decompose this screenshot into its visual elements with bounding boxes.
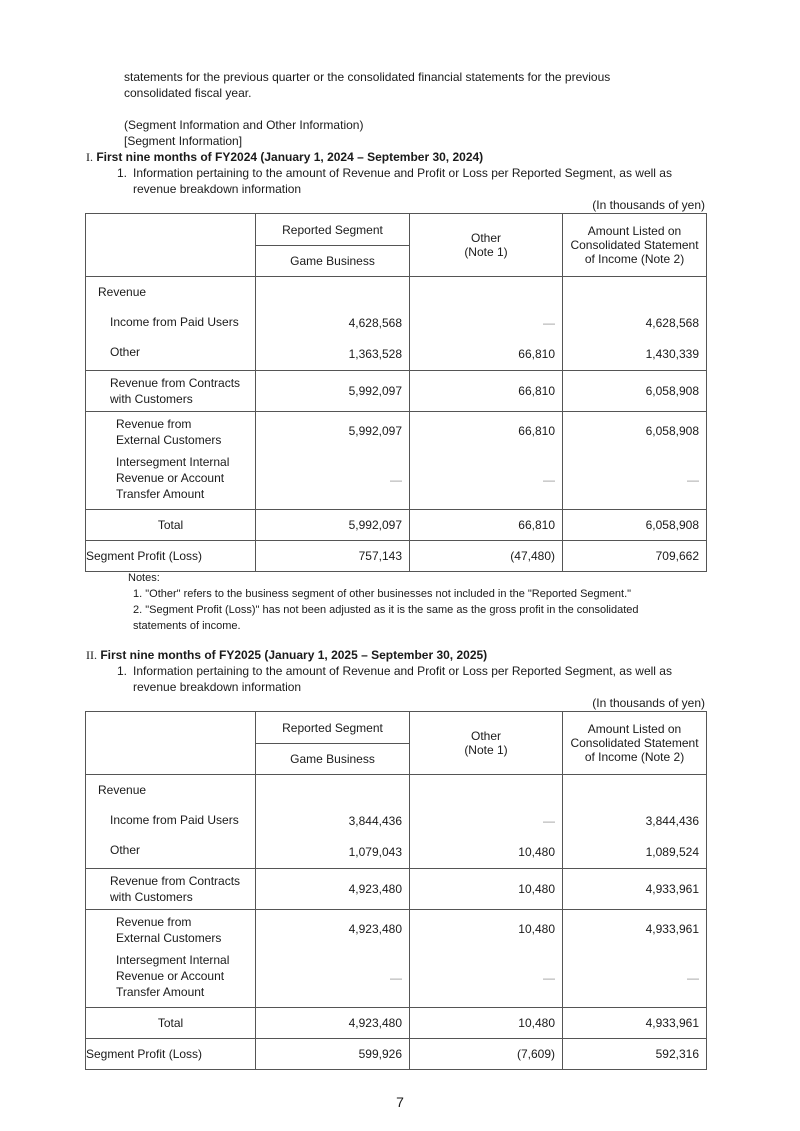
segment-table-fy2024 bbox=[85, 213, 707, 572]
row-label-rfe-line-2: External Customers bbox=[116, 931, 222, 945]
section-2-title bbox=[86, 647, 487, 663]
revenue-amount-cell bbox=[563, 775, 707, 869]
header-amount-line-1: Amount Listed on bbox=[587, 224, 682, 238]
row-label-rfc-line-1: Revenue from Contracts bbox=[110, 376, 241, 390]
note-2-line-1: 2. "Segment Profit (Loss)" has not been adjusted as it is the same as the gross profit in the consolidated bbox=[133, 604, 639, 616]
note-2-line-2: statements of income. bbox=[133, 620, 241, 632]
header-game-business: Game Business bbox=[256, 744, 410, 775]
segment-table-fy2025 bbox=[85, 711, 707, 1070]
row-label-inter-line-1: Intersegment Internal bbox=[116, 953, 230, 967]
row-label-rfc-line-1: Revenue from Contracts bbox=[110, 874, 241, 888]
value-total-other: 66,810 bbox=[410, 510, 563, 541]
value-rfe-game: 4,923,480 bbox=[348, 922, 402, 936]
row-label-revenue: Revenue bbox=[98, 285, 147, 299]
row-label-inter-line-3: Transfer Amount bbox=[116, 985, 205, 999]
row-label-income-paid-users: Income from Paid Users bbox=[110, 813, 239, 827]
rfe-inter-amount-cell bbox=[563, 910, 707, 1008]
revenue-game-cell bbox=[256, 277, 410, 371]
header-amount-line-2: Consolidated Statement bbox=[570, 238, 699, 252]
intro-line-1: statements for the previous quarter or the consolidated financial statements for the previous bbox=[124, 70, 611, 84]
row-label-inter-line-2: Revenue or Account bbox=[116, 471, 225, 485]
section-1-title bbox=[86, 149, 483, 165]
value-income-paid-users-other: — bbox=[543, 316, 555, 330]
value-other-amount: 1,430,339 bbox=[645, 347, 699, 361]
value-income-paid-users-amount: 3,844,436 bbox=[645, 814, 699, 828]
row-label-rfe-line-1: Revenue from bbox=[116, 417, 192, 431]
row-label-inter-line-1: Intersegment Internal bbox=[116, 455, 230, 469]
value-other-game: 1,363,528 bbox=[348, 347, 402, 361]
row-label-rfe-line-2: External Customers bbox=[116, 433, 222, 447]
header-blank-cell bbox=[86, 712, 256, 775]
revenue-other-cell bbox=[410, 277, 563, 371]
value-total-other: 10,480 bbox=[410, 1008, 563, 1039]
notes-heading: Notes: bbox=[128, 572, 160, 584]
row-label-segment-profit: Segment Profit (Loss) bbox=[86, 1039, 256, 1070]
rfe-inter-amount-cell bbox=[563, 412, 707, 510]
value-segment-profit-amount: 592,316 bbox=[563, 1039, 707, 1070]
value-segment-profit-game: 599,926 bbox=[256, 1039, 410, 1070]
section-heading-segment-info: [Segment Information] bbox=[124, 134, 243, 148]
value-rfe-other: 66,810 bbox=[518, 424, 555, 438]
value-inter-game: — bbox=[390, 970, 402, 985]
value-total-game: 4,923,480 bbox=[256, 1008, 410, 1039]
header-amount-consolidated bbox=[563, 712, 707, 775]
value-segment-profit-other: (7,609) bbox=[410, 1039, 563, 1070]
section-2-numeral: II. bbox=[86, 648, 97, 662]
value-rfc-game: 4,923,480 bbox=[256, 869, 410, 910]
row-label-revenue-contracts bbox=[86, 869, 256, 910]
header-amount-line-1: Amount Listed on bbox=[587, 722, 682, 736]
value-other-other: 66,810 bbox=[518, 347, 555, 361]
revenue-labels-cell bbox=[86, 277, 256, 371]
section-1-item-line-2: revenue breakdown information bbox=[133, 182, 302, 196]
note-1: 1. "Other" refers to the business segment of other businesses not included in the "Reported Segment." bbox=[133, 588, 632, 600]
value-inter-other: — bbox=[543, 472, 555, 487]
header-amount-line-3: of Income (Note 2) bbox=[584, 750, 685, 764]
value-rfc-amount: 4,933,961 bbox=[563, 869, 707, 910]
value-total-game: 5,992,097 bbox=[256, 510, 410, 541]
value-segment-profit-amount: 709,662 bbox=[563, 541, 707, 572]
section-1-title-text: First nine months of FY2024 (January 1, 2024 – September 30, 2024) bbox=[96, 150, 484, 164]
value-inter-amount: — bbox=[687, 970, 699, 985]
value-rfe-game: 5,992,097 bbox=[348, 424, 402, 438]
header-blank-cell bbox=[86, 214, 256, 277]
rfe-inter-game-cell bbox=[256, 412, 410, 510]
rfe-inter-other-cell bbox=[410, 910, 563, 1008]
header-reported-segment: Reported Segment bbox=[256, 712, 410, 744]
rfe-inter-labels-cell bbox=[86, 412, 256, 510]
header-other-line-2: (Note 1) bbox=[464, 743, 508, 757]
value-rfe-amount: 4,933,961 bbox=[645, 922, 699, 936]
section-2-unit-label: (In thousands of yen) bbox=[592, 696, 705, 710]
header-other-line-1: Other bbox=[470, 231, 501, 245]
value-other-other: 10,480 bbox=[518, 845, 555, 859]
row-label-rfc-line-2: with Customers bbox=[110, 392, 193, 406]
header-game-business: Game Business bbox=[256, 246, 410, 277]
value-total-amount: 6,058,908 bbox=[563, 510, 707, 541]
row-label-income-paid-users: Income from Paid Users bbox=[110, 315, 239, 329]
row-label-segment-profit: Segment Profit (Loss) bbox=[86, 541, 256, 572]
revenue-amount-cell bbox=[563, 277, 707, 371]
revenue-other-cell bbox=[410, 775, 563, 869]
value-inter-other: — bbox=[543, 970, 555, 985]
section-2-item-line-1: Information pertaining to the amount of Revenue and Profit or Loss per Reported Segment, as well as bbox=[133, 664, 672, 678]
value-income-paid-users-other: — bbox=[543, 814, 555, 828]
section-1-item-line-1: Information pertaining to the amount of Revenue and Profit or Loss per Reported Segment, as well as bbox=[133, 166, 672, 180]
row-label-revenue-contracts bbox=[86, 371, 256, 412]
revenue-game-cell bbox=[256, 775, 410, 869]
header-other-line-1: Other bbox=[470, 729, 501, 743]
value-segment-profit-other: (47,480) bbox=[410, 541, 563, 572]
row-label-total: Total bbox=[86, 510, 256, 541]
row-label-rfc-line-2: with Customers bbox=[110, 890, 193, 904]
rfe-inter-game-cell bbox=[256, 910, 410, 1008]
value-income-paid-users-game: 3,844,436 bbox=[348, 814, 402, 828]
value-other-amount: 1,089,524 bbox=[645, 845, 699, 859]
value-rfe-amount: 6,058,908 bbox=[645, 424, 699, 438]
section-1-item-number: 1. bbox=[117, 166, 128, 180]
value-other-game: 1,079,043 bbox=[348, 845, 402, 859]
value-rfe-other: 10,480 bbox=[518, 922, 555, 936]
row-label-rfe-line-1: Revenue from bbox=[116, 915, 192, 929]
header-amount-line-3: of Income (Note 2) bbox=[584, 252, 685, 266]
intro-line-2: consolidated fiscal year. bbox=[124, 86, 252, 100]
section-1-numeral: I. bbox=[86, 150, 93, 164]
value-rfc-other: 66,810 bbox=[410, 371, 563, 412]
rfe-inter-labels-cell bbox=[86, 910, 256, 1008]
value-rfc-game: 5,992,097 bbox=[256, 371, 410, 412]
value-income-paid-users-amount: 4,628,568 bbox=[645, 316, 699, 330]
header-reported-segment: Reported Segment bbox=[256, 214, 410, 246]
value-segment-profit-game: 757,143 bbox=[256, 541, 410, 572]
section-1-unit-label: (In thousands of yen) bbox=[592, 198, 705, 212]
header-other bbox=[410, 712, 563, 775]
value-total-amount: 4,933,961 bbox=[563, 1008, 707, 1039]
value-income-paid-users-game: 4,628,568 bbox=[348, 316, 402, 330]
header-amount-line-2: Consolidated Statement bbox=[570, 736, 699, 750]
revenue-labels-cell bbox=[86, 775, 256, 869]
section-2-title-text: First nine months of FY2025 (January 1, 2025 – September 30, 2025) bbox=[100, 648, 488, 662]
section-2-item-number: 1. bbox=[117, 664, 128, 678]
row-label-other: Other bbox=[110, 843, 141, 857]
row-label-revenue: Revenue bbox=[98, 783, 147, 797]
section-2-item-line-2: revenue breakdown information bbox=[133, 680, 302, 694]
value-inter-game: — bbox=[390, 472, 402, 487]
row-label-total: Total bbox=[86, 1008, 256, 1039]
row-label-other: Other bbox=[110, 345, 141, 359]
rfe-inter-other-cell bbox=[410, 412, 563, 510]
section-heading-segment-other: (Segment Information and Other Information) bbox=[124, 118, 364, 132]
page-number: 7 bbox=[396, 1094, 404, 1110]
row-label-inter-line-2: Revenue or Account bbox=[116, 969, 225, 983]
header-amount-consolidated bbox=[563, 214, 707, 277]
value-inter-amount: — bbox=[687, 472, 699, 487]
header-other bbox=[410, 214, 563, 277]
header-other-line-2: (Note 1) bbox=[464, 245, 508, 259]
notes-block bbox=[128, 570, 708, 634]
row-label-inter-line-3: Transfer Amount bbox=[116, 487, 205, 501]
value-rfc-amount: 6,058,908 bbox=[563, 371, 707, 412]
value-rfc-other: 10,480 bbox=[410, 869, 563, 910]
